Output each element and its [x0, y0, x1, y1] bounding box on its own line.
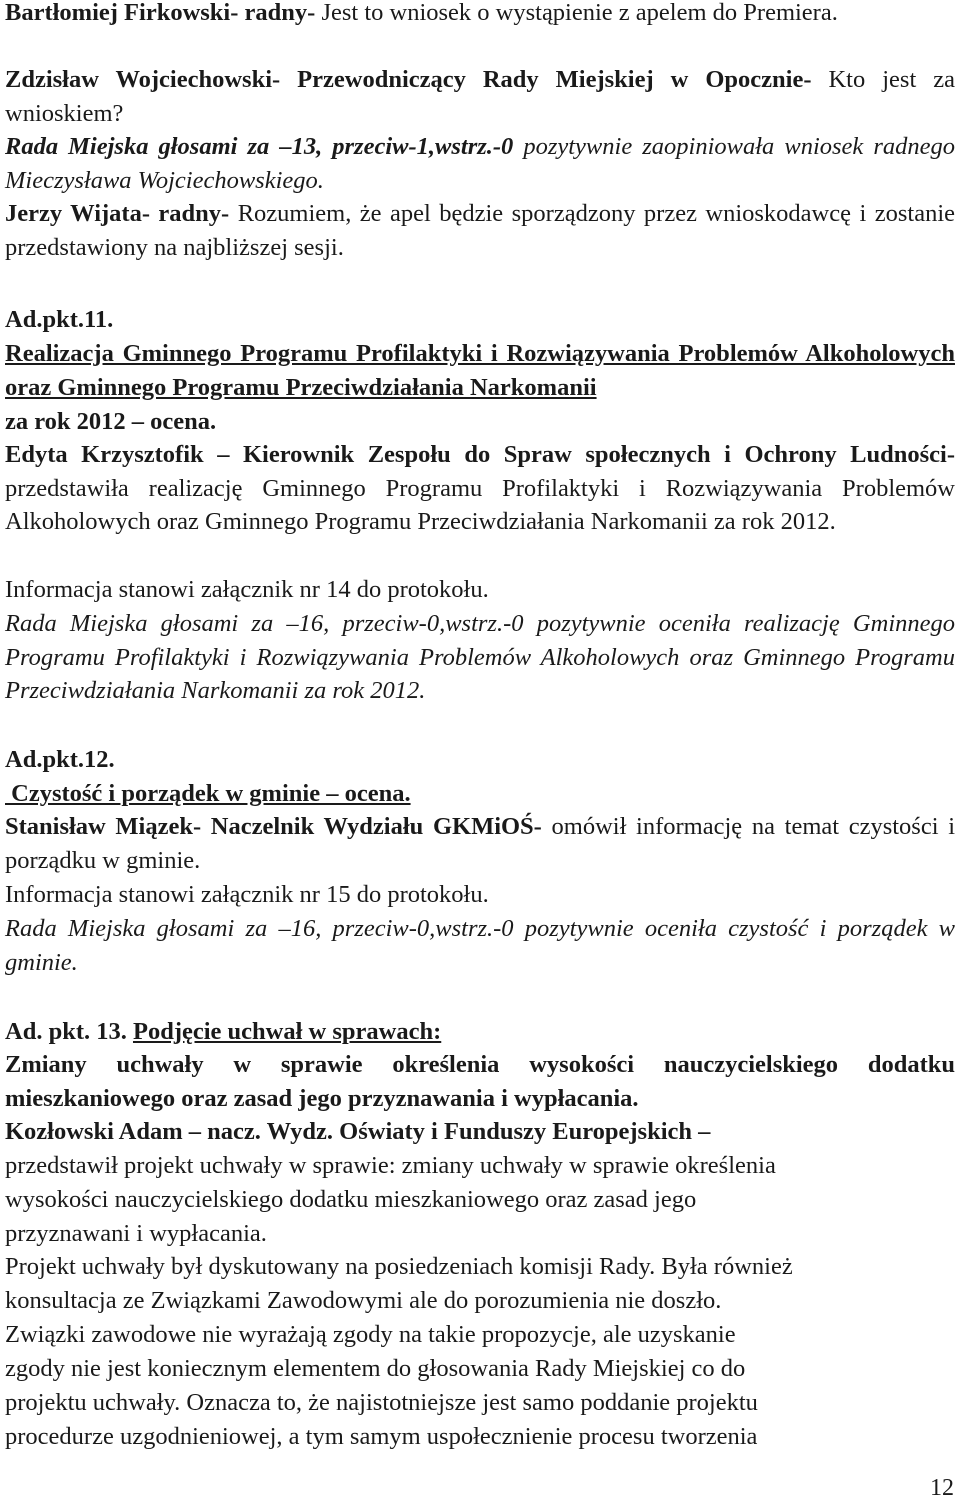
- body-line: wysokości nauczycielskiego dodatku mieszkaniowego oraz zasad jego: [5, 1186, 697, 1213]
- section-title-11: Realizacja Gminnego Programu Profilaktyki i Rozwiązywania Problemów Alkoholowych oraz Gminnego Programu Przeciwdziałania Narkomanii: [5, 340, 955, 401]
- vote-result-11: [5, 607, 955, 708]
- speaker-name: Bartłomiej Firkowski- radny-: [5, 0, 316, 26]
- miazek-statement: [5, 810, 955, 877]
- body-line: procedurze uzgodnieniowej, a tym samym uspołecznienie procesu tworzenia: [5, 1423, 758, 1450]
- body-line: przedstawił projekt uchwały w sprawie: zmiany uchwały w sprawie określenia: [5, 1152, 776, 1179]
- speaker-name: Edyta Krzysztofik – Kierownik Zespołu do Spraw społecznych i Ochrony Ludności-: [5, 441, 955, 468]
- wijata-statement: [5, 197, 955, 264]
- statement-text: omówił informację na temat czystości i porządku w gminie.: [5, 813, 956, 874]
- section-heading-12: Ad.pkt.12.: [5, 746, 115, 773]
- speaker-name: Stanisław Miązek- Naczelnik Wydziału GKMiOŚ-: [5, 813, 542, 840]
- page-number: 12: [930, 1475, 954, 1501]
- section-heading-13-title: Podjęcie uchwał w sprawach:: [132, 1018, 442, 1045]
- vote-outcome: pozytywnie zaopiniowała wniosek radnego Mieczysława Wojciechowskiego.: [5, 133, 955, 194]
- vote-result: [5, 130, 955, 197]
- section-heading-13-prefix: Ad. pkt. 13.: [5, 1018, 127, 1045]
- body-line: konsultacja ze Związkami Zawodowymi ale do porozumienia nie doszło.: [5, 1287, 722, 1314]
- firkowski-statement: [5, 0, 955, 30]
- vote-count: Rada Miejska głosami za –16, przeciw-0,wstrz.-0: [5, 915, 514, 942]
- body-line: zgody nie jest koniecznym elementem do głosowania Rady Miejskiej co do: [5, 1355, 746, 1382]
- vote-outcome: pozytywnie oceniła czystość i porządek w gminie.: [5, 915, 955, 976]
- statement-text: Kto jest za wnioskiem?: [5, 66, 955, 127]
- section-heading-13: [5, 1015, 955, 1049]
- speaker-name: Jerzy Wijata- radny-: [5, 200, 230, 227]
- body-line: Projekt uchwały był dyskutowany na posiedzeniach komisji Rady. Była również: [5, 1253, 793, 1280]
- statement-text: Rozumiem, że apel będzie sporządzony przez wnioskodawcę i zostanie przedstawiony na najbliższej sesji.: [5, 200, 955, 261]
- chairman-statement: [5, 63, 955, 130]
- vote-count: Rada Miejska głosami za –16, przeciw-0,wstrz.-0: [5, 610, 524, 637]
- section-title-12: Czystość i porządek w gminie – ocena.: [5, 780, 411, 807]
- speaker-name: Zdzisław Wojciechowski- Przewodniczący Rady Miejskiej w Opocznie-: [5, 66, 812, 93]
- presenter-name: Kozłowski Adam – nacz. Wydz. Oświaty i Funduszy Europejskich –: [5, 1118, 711, 1145]
- section-title-11-end: za rok 2012 – ocena.: [5, 408, 217, 435]
- statement-text: przedstawiła realizację Gminnego Programu Profilaktyki i Rozwiązywania Problemów Alkoholowych oraz Gminnego Programu Przeciwdziałania Narkomanii za rok 2012.: [5, 474, 955, 536]
- statement-text: Jest to wniosek o wystąpienie z apelem do Premiera.: [315, 0, 838, 26]
- section-heading-11: Ad.pkt.11.: [5, 306, 114, 333]
- attachment-note-14: Informacja stanowi załącznik nr 14 do protokołu.: [5, 576, 489, 603]
- vote-count: Rada Miejska głosami za –13, przeciw-1,wstrz.-0: [5, 133, 514, 160]
- vote-result-12: [5, 912, 955, 979]
- body-line: projektu uchwały. Oznacza to, że najistotniejsze jest samo poddanie projektu: [5, 1389, 758, 1416]
- attachment-note-15: Informacja stanowi załącznik nr 15 do protokołu.: [5, 881, 489, 908]
- vote-outcome: pozytywnie oceniła realizację Gminnego Programu Profilaktyki i Rozwiązywania Problemów Alkoholowych oraz Gminnego Programu Przeciwdziałania Narkomanii za rok 2012.: [5, 610, 955, 705]
- body-line: przyznawani i wypłacania.: [5, 1220, 267, 1247]
- resolution-subject: Zmiany uchwały w sprawie określenia wysokości nauczycielskiego dodatku mieszkaniowego oraz zasad jego przyznawania i wypłacania.: [5, 1051, 955, 1112]
- krzysztofik-statement: [5, 438, 955, 539]
- body-line: Związki zawodowe nie wyrażają zgody na takie propozycje, ale uzyskanie: [5, 1321, 736, 1348]
